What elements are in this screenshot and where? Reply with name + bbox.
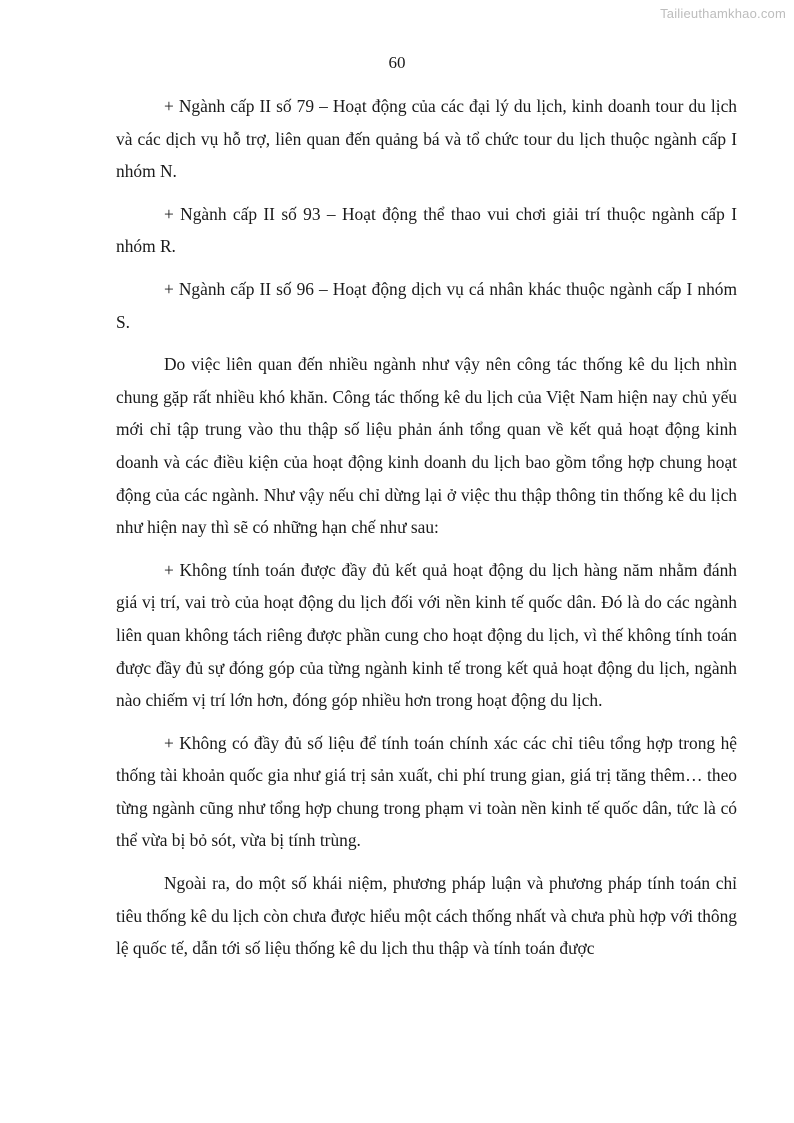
paragraph-limitation-data: + Không có đầy đủ số liệu để tính toán chính xác các chỉ tiêu tổng hợp trong hệ thống tài khoản quốc gia như giá trị sản xuất, chi phí trung gian, giá trị tăng thêm… theo từng ngành cũng như tổng hợp chung trong phạm vi toàn nền kinh tế quốc dân, tức là có thể vừa bị bỏ sót, vừa bị tính trùng. xyxy=(116,732,737,851)
paragraph-limitation-results: + Không tính toán được đầy đủ kết quả hoạt động du lịch hàng năm nhằm đánh giá vị trí, vai trò của hoạt động du lịch đối với nền kinh tế quốc dân. Đó là do các ngành liên quan không tách riêng được phần cung cho hoạt động du lịch, vì thế không tính toán được đầy đủ sự đóng góp của từng ngành kinh tế trong kết quả hoạt động du lịch, ngành nào chiếm vị trí lớn hơn, đóng góp nhiều hơn trong hoạt động du lịch. xyxy=(116,559,737,711)
paragraph-industry-79: + Ngành cấp II số 79 – Hoạt động của các đại lý du lịch, kinh doanh tour du lịch và các dịch vụ hỗ trợ, liên quan đến quảng bá và tổ chức tour du lịch thuộc ngành cấp I nhóm N. xyxy=(116,96,737,182)
document-body xyxy=(116,90,737,975)
paragraph-methodology: Ngoài ra, do một số khái niệm, phương pháp luận và phương pháp tính toán chỉ tiêu thống kê du lịch còn chưa được hiểu một cách thống nhất và chưa phù hợp với thông lệ quốc tế, dẫn tới số liệu thống kê du lịch thu thập và tính toán được xyxy=(116,873,737,959)
paragraph-industry-96: + Ngành cấp II số 96 – Hoạt động dịch vụ cá nhân khác thuộc ngành cấp I nhóm S. xyxy=(116,278,737,332)
page-number: 60 xyxy=(388,53,406,72)
paragraph-statistics-difficulty: Do việc liên quan đến nhiều ngành như vậy nên công tác thống kê du lịch nhìn chung gặp rất nhiều khó khăn. Công tác thống kê du lịch của Việt Nam hiện nay chủ yếu mới chỉ tập trung vào thu thập số liệu phản ánh tổng quan về kết quả hoạt động kinh doanh và các điều kiện của hoạt động kinh doanh du lịch bao gồm tổng hợp chung hoạt động của các ngành. Như vậy nếu chỉ dừng lại ở việc thu thập thông tin thống kê du lịch như hiện nay thì sẽ có những hạn chế như sau: xyxy=(116,354,737,538)
watermark: Tailieuthamkhao.com xyxy=(660,6,786,21)
paragraph-industry-93: + Ngành cấp II số 93 – Hoạt động thể thao vui chơi giải trí thuộc ngành cấp I nhóm R. xyxy=(116,203,737,257)
